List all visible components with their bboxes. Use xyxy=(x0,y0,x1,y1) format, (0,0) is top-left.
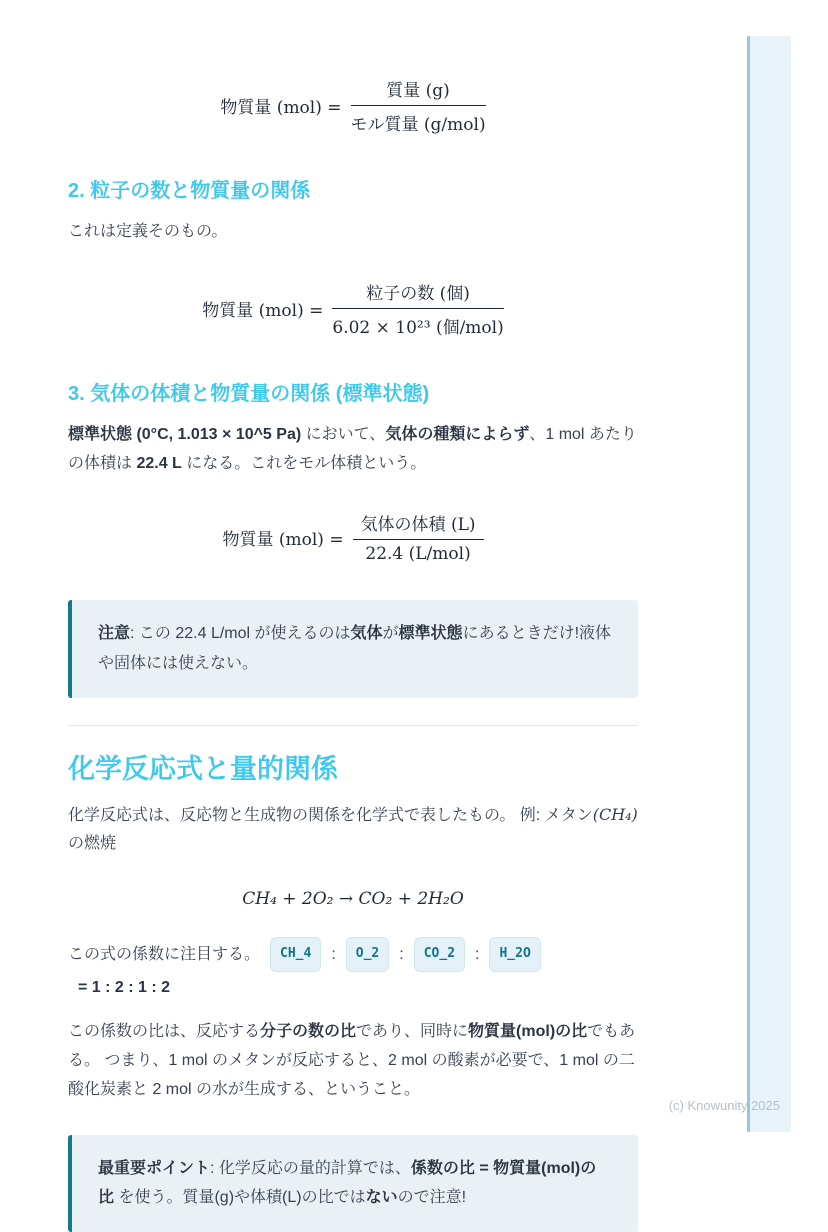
formula-lhs: 物質量 (mol) = xyxy=(220,98,342,118)
section-divider xyxy=(68,725,638,726)
fraction-numerator: 気体の体積 (L) xyxy=(353,510,484,540)
particles-intro-text: これは定義そのもの。 xyxy=(68,223,228,240)
coefficient-ratio-line xyxy=(68,937,638,1004)
formula-particles xyxy=(68,273,638,344)
coefficient-prefix: この式の係数に注目する。 xyxy=(68,945,261,963)
page-scrollbar[interactable] xyxy=(747,36,791,1132)
formula-chip-h2o: H_2O xyxy=(489,937,540,972)
heading-particles: 2. 粒子の数と物質量の関係 xyxy=(68,180,311,202)
reaction-intro-paragraph: 化学反応式は、反応物と生成物の関係を化学式で表したもの。 例: メタン(CH₄)の燃焼 xyxy=(68,804,638,853)
formula-lhs: 物質量 (mol) = xyxy=(222,529,344,550)
heading-reaction-equation: 化学反応式と量的関係 xyxy=(68,753,338,784)
formula-chip-co2: CO_2 xyxy=(414,937,465,972)
document-page xyxy=(68,0,638,1232)
callout-standard-state-warning xyxy=(68,600,638,697)
formula-chip-o2: O_2 xyxy=(346,937,389,972)
ratio-explanation-paragraph: この係数の比は、反応する分子の数の比であり、同時に物質量(mol)の比でもある。 つまり、1 mol のメタンが反応すると、2 mol の酸素が必要で、1 mol の二酸化炭素と 2 mol の水が生成する、ということ。 xyxy=(68,1023,636,1098)
copyright-notice: (c) Knowunity 2025 xyxy=(668,1098,780,1113)
ratio-colon: : xyxy=(475,945,480,963)
formula-volume xyxy=(68,504,638,570)
fraction xyxy=(351,76,486,135)
callout-text: 最重要ポイント: 化学反応の量的計算では、係数の比 = 物質量(mol)の比 を使う。質量(g)や体積(L)の比ではないので注意! xyxy=(98,1159,597,1207)
fraction xyxy=(353,510,484,564)
formula-mass xyxy=(68,70,638,141)
chemical-equation: CH₄ + 2O₂ → CO₂ + 2H₂O xyxy=(242,889,464,910)
formula-lhs: 物質量 (mol) = xyxy=(202,300,324,321)
fraction-numerator: 粒子の数 (個) xyxy=(332,279,503,309)
coefficient-result: = 1 : 2 : 1 : 2 xyxy=(78,979,171,997)
gas-volume-paragraph: 標準状態 (0°C, 1.013 × 10^5 Pa) において、気体の種類によらず、1 mol あたりの体積は 22.4 L になる。これをモル体積という。 xyxy=(68,425,637,472)
fraction-denominator: モル質量 (g/mol) xyxy=(350,115,486,135)
ratio-colon: : xyxy=(399,945,404,963)
heading-gas-volume: 3. 気体の体積と物質量の関係 (標準状態) xyxy=(68,382,430,405)
fraction-denominator: 6.02 × 10²³ (個/mol) xyxy=(332,317,504,338)
fraction xyxy=(332,279,503,338)
fraction-numerator: 質量 (g) xyxy=(351,76,486,106)
callout-key-point xyxy=(68,1135,638,1232)
formula-chip-ch4: CH_4 xyxy=(270,937,321,972)
fraction-denominator: 22.4 (L/mol) xyxy=(365,544,471,565)
ratio-colon: : xyxy=(331,945,336,963)
callout-text: 注意: この 22.4 L/mol が使えるのは気体が標準状態にあるときだけ!液体や固体には使えない。 xyxy=(98,625,612,672)
